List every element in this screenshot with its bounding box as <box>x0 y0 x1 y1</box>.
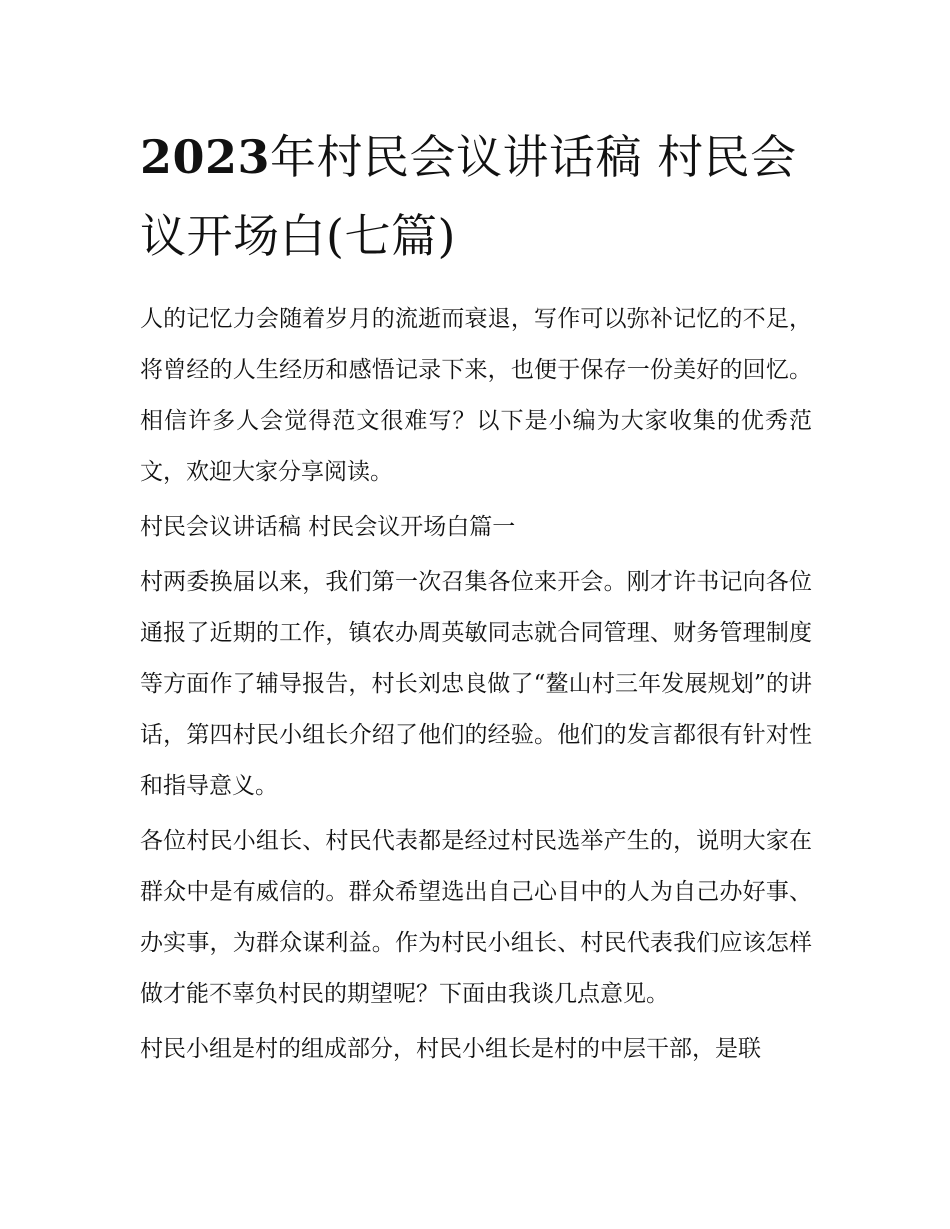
document-page <box>140 118 812 1079</box>
section-heading: 村民会议讲话稿 村民会议开场白篇一 <box>140 514 516 541</box>
body-paragraph-2: 各位村民小组长、村民代表都是经过村民选举产生的，说明大家在群众中是有威信的。群众希望选出自己心目中的人为自己办好事、办实事，为群众谋利益。作为村民小组长、村民代表我们应该怎样做才能不辜负村民的期望呢？下面由我谈几点意见。 <box>140 828 812 1008</box>
document-title <box>140 118 812 276</box>
title-year: 2023 <box>140 130 271 184</box>
intro-paragraph: 人的记忆力会随着岁月的流逝而衰退，写作可以弥补记忆的不足，将曾经的人生经历和感悟记录下来，也便于保存一份美好的回忆。相信许多人会觉得范文很难写？以下是小编为大家收集的优秀范文，欢迎大家分享阅读。 <box>140 306 812 486</box>
body-paragraph-1: 村两委换届以来，我们第一次召集各位来开会。刚才许书记向各位通报了近期的工作，镇农办周英敏同志就合同管理、财务管理制度等方面作了辅导报告，村长刘忠良做了“鳌山村三年发展规划”的讲话，第四村民小组长介绍了他们的经验。他们的发言都很有针对性和指导意义。 <box>140 569 812 800</box>
title-text: 年村民会议讲话稿 村民会议开场白(七篇) <box>140 130 797 264</box>
body-paragraph-3: 村民小组是村的组成部分，村民小组长是村的中层干部，是联 <box>140 1036 761 1063</box>
